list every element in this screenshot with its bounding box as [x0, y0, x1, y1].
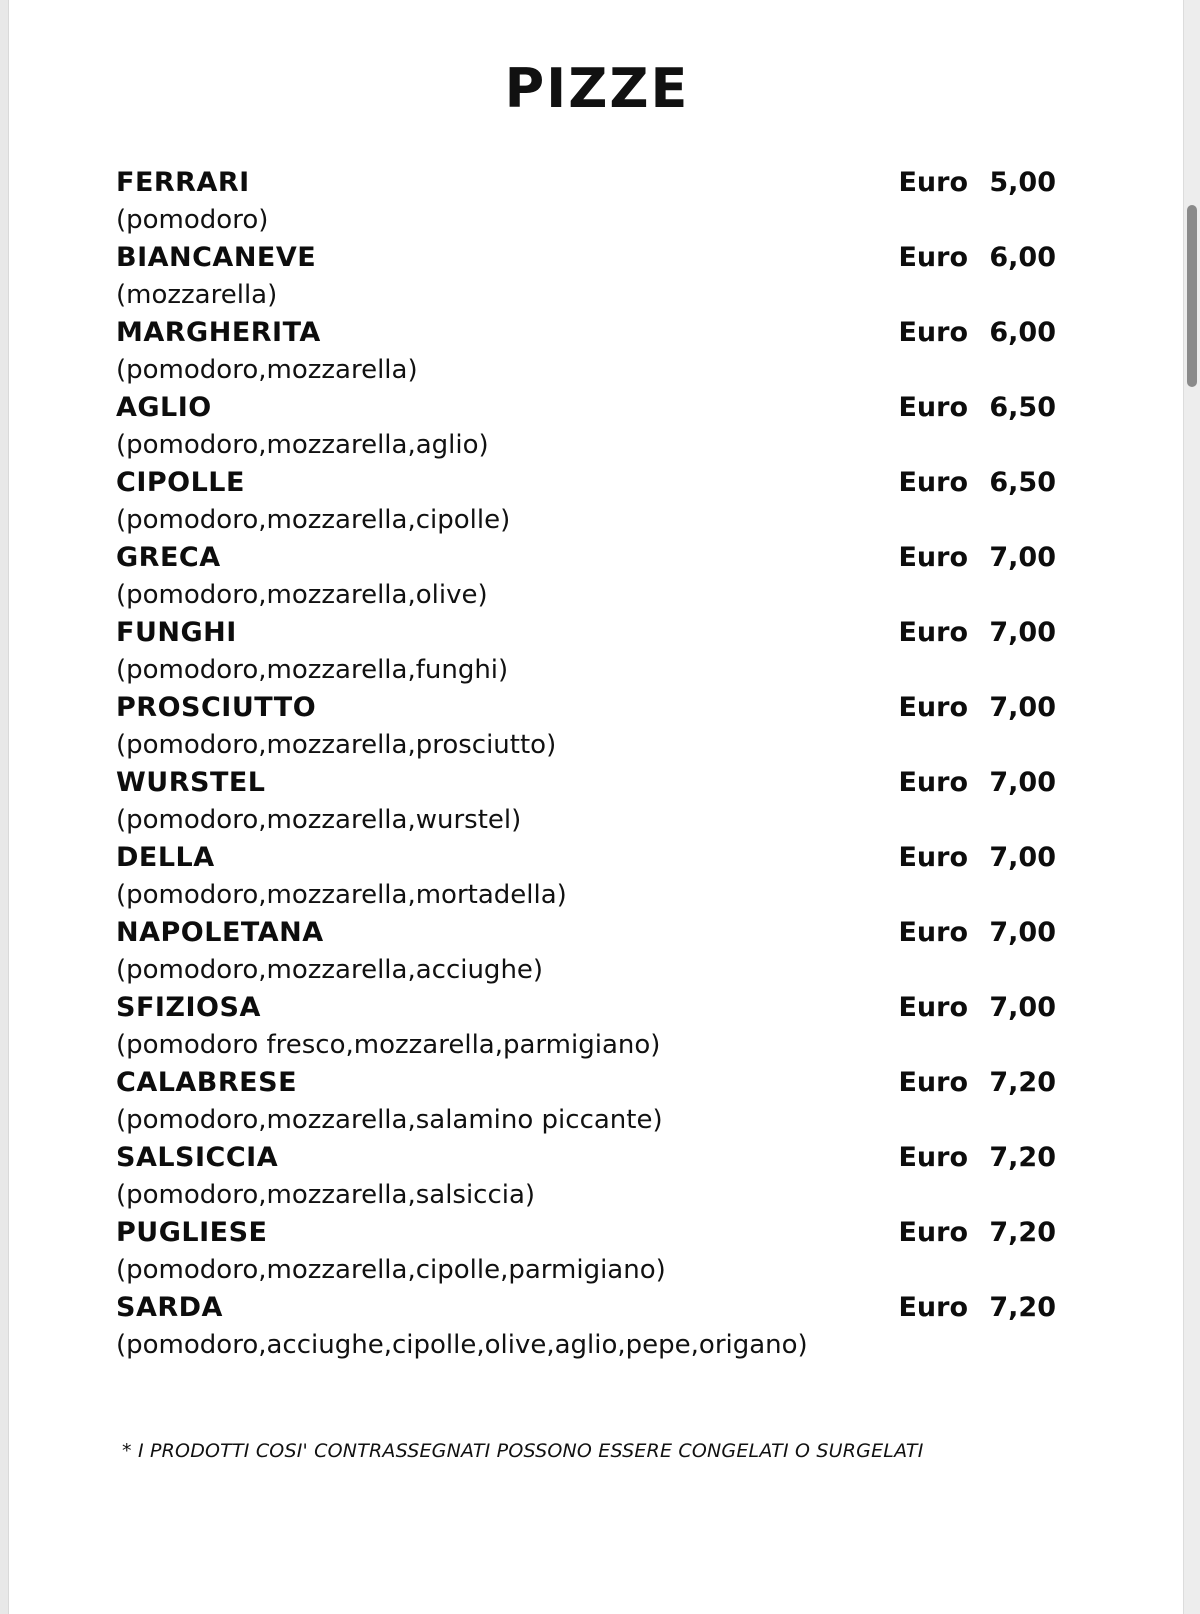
menu-item-name: FERRARI — [116, 167, 250, 198]
menu-item-ingredients: (pomodoro,mozzarella,aglio) — [116, 430, 489, 460]
menu-item-header — [116, 764, 1056, 802]
menu-item-price — [898, 1289, 1056, 1327]
menu-item — [116, 1289, 1056, 1364]
menu-page — [8, 0, 1184, 1614]
menu-item — [116, 764, 1056, 839]
menu-item-header — [116, 989, 1056, 1027]
menu-item-amount: 5,00 — [989, 167, 1056, 198]
menu-item-amount: 6,50 — [989, 392, 1056, 423]
menu-content — [9, 0, 1184, 1462]
menu-item — [116, 1214, 1056, 1289]
menu-item-name: PROSCIUTTO — [116, 692, 317, 723]
menu-item-currency: Euro — [898, 317, 968, 348]
menu-item-price — [898, 614, 1056, 652]
menu-item-amount: 7,00 — [989, 692, 1056, 723]
menu-item-amount: 7,20 — [989, 1217, 1056, 1248]
menu-item-price — [898, 839, 1056, 877]
menu-item-name: PUGLIESE — [116, 1217, 268, 1248]
menu-item-amount: 7,00 — [989, 842, 1056, 873]
menu-item-header — [116, 464, 1056, 502]
menu-item-ingredients: (pomodoro,acciughe,cipolle,olive,aglio,pepe,origano) — [116, 1330, 808, 1360]
menu-item-amount: 7,20 — [989, 1292, 1056, 1323]
menu-item-currency: Euro — [898, 542, 968, 573]
menu-item-currency: Euro — [898, 392, 968, 423]
vertical-scrollbar-thumb[interactable] — [1187, 205, 1197, 387]
menu-item-header — [116, 914, 1056, 952]
menu-item — [116, 1139, 1056, 1214]
menu-item-header — [116, 164, 1056, 202]
menu-item-ingredients: (pomodoro,mozzarella,olive) — [116, 580, 488, 610]
menu-item-ingredients: (pomodoro,mozzarella,wurstel) — [116, 805, 522, 835]
vertical-scrollbar-track[interactable] — [1183, 0, 1200, 1614]
menu-item-name: GRECA — [116, 542, 221, 573]
pizza-list — [116, 164, 1056, 1364]
menu-item — [116, 614, 1056, 689]
menu-item-header — [116, 389, 1056, 427]
menu-item-price — [898, 239, 1056, 277]
menu-item-header — [116, 839, 1056, 877]
menu-item-currency: Euro — [898, 1142, 968, 1173]
menu-item-currency: Euro — [898, 917, 968, 948]
menu-item-name: SARDA — [116, 1292, 223, 1323]
menu-item-header — [116, 689, 1056, 727]
menu-item-header — [116, 1289, 1056, 1327]
menu-item-amount: 7,20 — [989, 1142, 1056, 1173]
menu-item-price — [898, 1064, 1056, 1102]
menu-item-ingredients: (pomodoro,mozzarella,acciughe) — [116, 955, 544, 985]
menu-item-header — [116, 614, 1056, 652]
menu-item-name: MARGHERITA — [116, 317, 321, 348]
menu-item-ingredients: (pomodoro,mozzarella) — [116, 355, 418, 385]
menu-item-currency: Euro — [898, 167, 968, 198]
menu-item-price — [898, 1139, 1056, 1177]
menu-item-ingredients: (pomodoro fresco,mozzarella,parmigiano) — [116, 1030, 661, 1060]
menu-item-price — [898, 164, 1056, 202]
menu-item-price — [898, 539, 1056, 577]
menu-item-amount: 7,00 — [989, 992, 1056, 1023]
menu-item — [116, 839, 1056, 914]
menu-item-name: AGLIO — [116, 392, 212, 423]
menu-item-currency: Euro — [898, 692, 968, 723]
menu-item-amount: 7,00 — [989, 767, 1056, 798]
menu-item — [116, 989, 1056, 1064]
menu-item-amount: 6,50 — [989, 467, 1056, 498]
menu-item-header — [116, 539, 1056, 577]
menu-item-ingredients: (pomodoro,mozzarella,cipolle) — [116, 505, 511, 535]
menu-item-amount: 6,00 — [989, 317, 1056, 348]
menu-item-currency: Euro — [898, 242, 968, 273]
menu-item — [116, 914, 1056, 989]
menu-item-name: NAPOLETANA — [116, 917, 324, 948]
menu-item-name: CIPOLLE — [116, 467, 245, 498]
menu-item — [116, 239, 1056, 314]
menu-item — [116, 464, 1056, 539]
menu-item-amount: 7,00 — [989, 542, 1056, 573]
menu-item — [116, 314, 1056, 389]
menu-item — [116, 164, 1056, 239]
menu-item-ingredients: (pomodoro,mozzarella,salsiccia) — [116, 1180, 536, 1210]
menu-item-price — [898, 1214, 1056, 1252]
menu-item-price — [898, 689, 1056, 727]
menu-item-ingredients: (pomodoro,mozzarella,mortadella) — [116, 880, 567, 910]
menu-item-price — [898, 989, 1056, 1027]
menu-item-currency: Euro — [898, 1292, 968, 1323]
menu-item-ingredients: (pomodoro,mozzarella,funghi) — [116, 655, 509, 685]
menu-item-amount: 6,00 — [989, 242, 1056, 273]
menu-item-price — [898, 914, 1056, 952]
menu-item-header — [116, 1064, 1056, 1102]
menu-item-amount: 7,00 — [989, 617, 1056, 648]
menu-item-name: CALABRESE — [116, 1067, 298, 1098]
menu-item-name: SFIZIOSA — [116, 992, 261, 1023]
menu-item — [116, 1064, 1056, 1139]
menu-item-currency: Euro — [898, 767, 968, 798]
menu-item-price — [898, 764, 1056, 802]
menu-item-header — [116, 314, 1056, 352]
menu-item-currency: Euro — [898, 992, 968, 1023]
menu-item-name: BIANCANEVE — [116, 242, 317, 273]
menu-item-name: SALSICCIA — [116, 1142, 279, 1173]
menu-item-header — [116, 1139, 1056, 1177]
menu-item-price — [898, 464, 1056, 502]
menu-item-ingredients: (pomodoro,mozzarella,cipolle,parmigiano) — [116, 1255, 666, 1285]
menu-item — [116, 689, 1056, 764]
menu-item-currency: Euro — [898, 1217, 968, 1248]
menu-item-ingredients: (mozzarella) — [116, 280, 278, 310]
footnote-text: * I PRODOTTI COSI' CONTRASSEGNATI POSSONO ESSERE CONGELATI O SURGELATI — [122, 1440, 924, 1462]
menu-item-header — [116, 1214, 1056, 1252]
menu-item — [116, 389, 1056, 464]
menu-item-ingredients: (pomodoro,mozzarella,prosciutto) — [116, 730, 557, 760]
menu-item-name: DELLA — [116, 842, 215, 873]
menu-item-name: FUNGHI — [116, 617, 237, 648]
page-title: PIZZE — [504, 57, 690, 120]
menu-item-amount: 7,20 — [989, 1067, 1056, 1098]
menu-item-price — [898, 314, 1056, 352]
menu-item-ingredients: (pomodoro) — [116, 205, 269, 235]
menu-item-currency: Euro — [898, 1067, 968, 1098]
menu-item-amount: 7,00 — [989, 917, 1056, 948]
menu-item-currency: Euro — [898, 617, 968, 648]
menu-item-header — [116, 239, 1056, 277]
menu-item-currency: Euro — [898, 842, 968, 873]
menu-item-price — [898, 389, 1056, 427]
menu-item-ingredients: (pomodoro,mozzarella,salamino piccante) — [116, 1105, 663, 1135]
menu-item-currency: Euro — [898, 467, 968, 498]
menu-item-name: WURSTEL — [116, 767, 266, 798]
menu-item — [116, 539, 1056, 614]
